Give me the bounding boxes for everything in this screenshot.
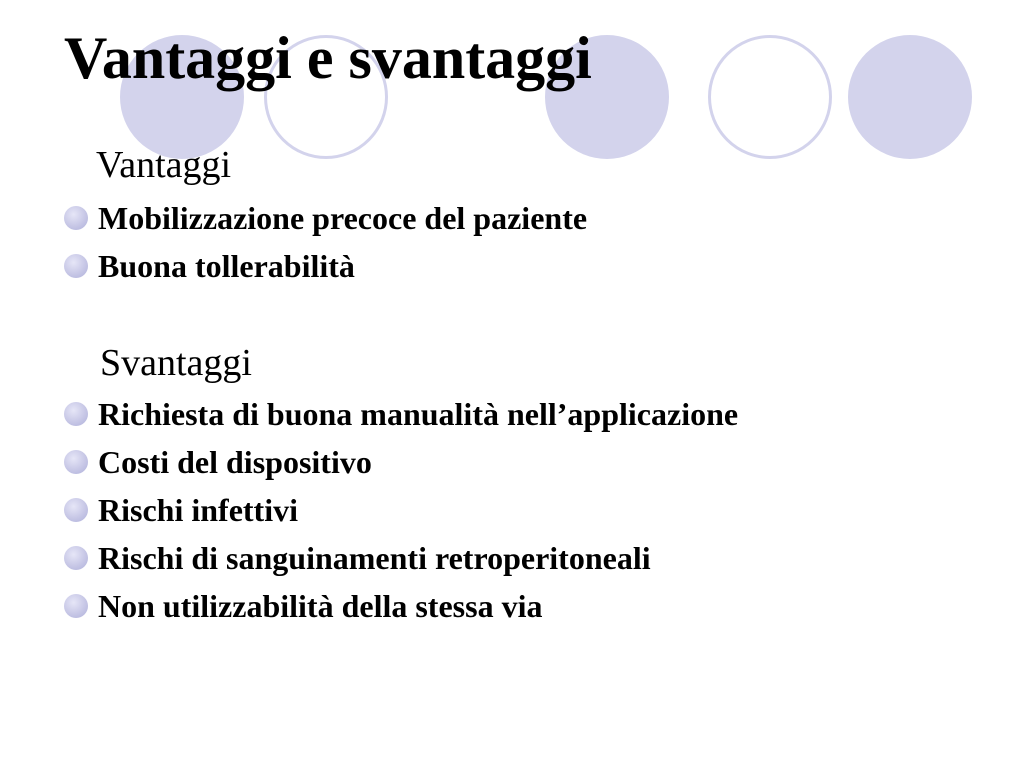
bullet-item — [64, 242, 587, 290]
bullet-list-svantaggi — [64, 390, 738, 630]
bullet-dot-icon — [64, 402, 88, 426]
bullet-dot-icon — [64, 546, 88, 570]
section-heading-svantaggi: Svantaggi — [100, 342, 252, 384]
bullet-dot-icon — [64, 498, 88, 522]
bullet-dot-icon — [64, 594, 88, 618]
bullet-item — [64, 194, 587, 242]
bullet-dot-icon — [64, 206, 88, 230]
bullet-text: Mobilizzazione precoce del paziente — [98, 199, 588, 236]
decorative-circle-outline — [708, 35, 832, 159]
bullet-text: Richiesta di buona manualità nell’applicazione — [98, 395, 739, 432]
bullet-text: Buona tollerabilità — [98, 247, 355, 284]
bullet-item — [64, 438, 738, 486]
bullet-item — [64, 486, 738, 534]
bullet-item — [64, 390, 738, 438]
bullet-text: Rischi di sanguinamenti retroperitoneali — [98, 539, 651, 576]
bullet-text: Rischi infettivi — [98, 491, 298, 528]
bullet-item — [64, 582, 738, 630]
slide-title: Vantaggi e svantaggi — [64, 25, 592, 91]
bullet-text: Costi del dispositivo — [98, 443, 372, 480]
decorative-circle-filled — [848, 35, 972, 159]
bullet-list-vantaggi — [64, 194, 587, 290]
bullet-dot-icon — [64, 254, 88, 278]
bullet-dot-icon — [64, 450, 88, 474]
bullet-text: Non utilizzabilità della stessa via — [98, 587, 543, 624]
bullet-item — [64, 534, 738, 582]
section-heading-vantaggi: Vantaggi — [96, 144, 232, 186]
